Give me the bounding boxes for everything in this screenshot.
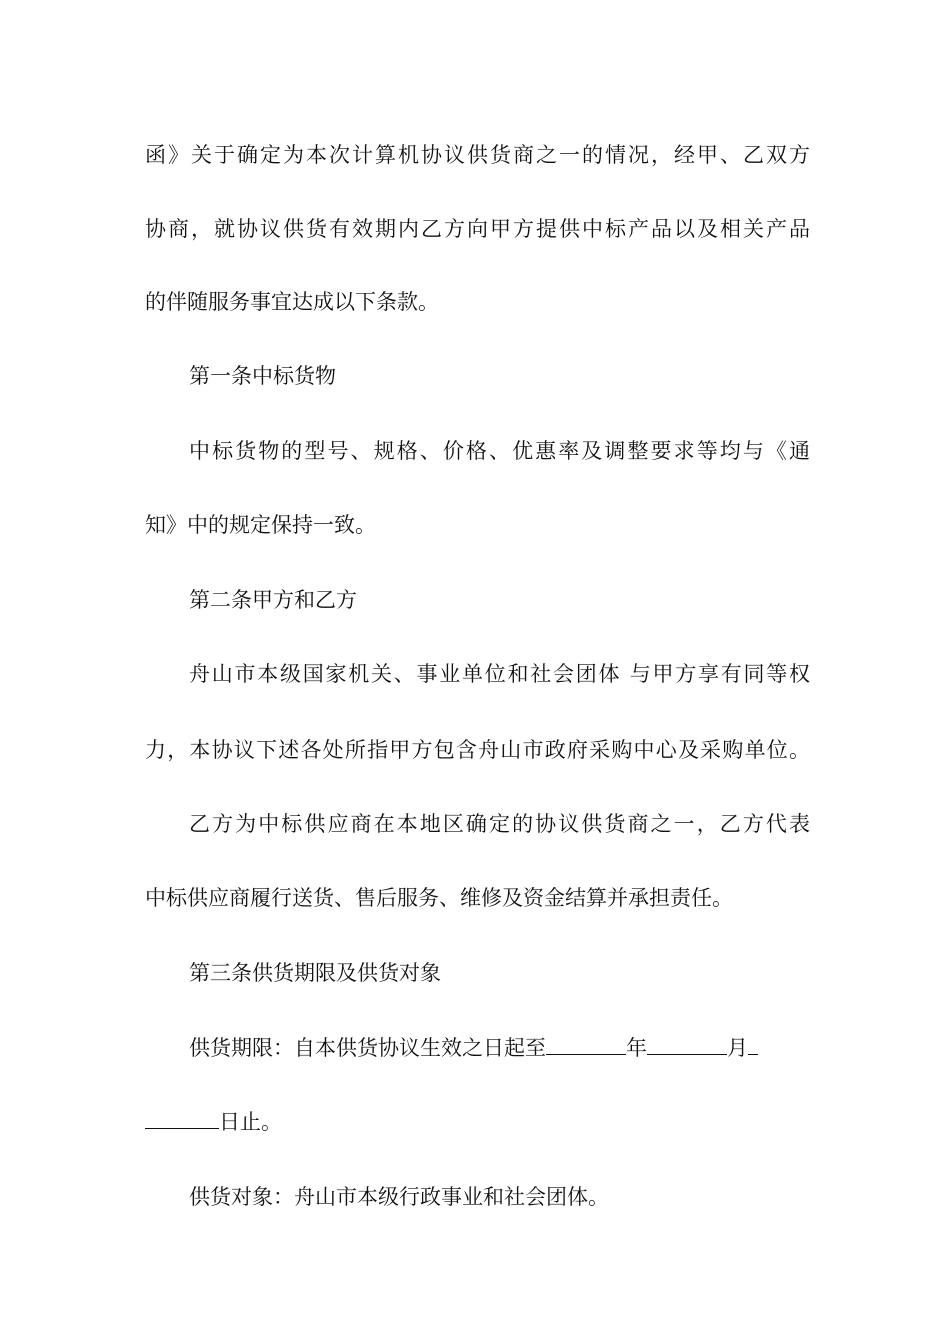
- paragraph-line: 中标供应商履行送货、售后服务、维修及资金结算并承担责任。: [145, 886, 733, 910]
- supply-period-line-2: [145, 1108, 810, 1136]
- year-label: 年: [626, 1036, 647, 1060]
- article-heading: 第二条甲方和乙方: [189, 588, 357, 612]
- paragraph-line: 函》关于确定为本次计算机协议供货商之一的情况，经甲、乙双方: [145, 143, 810, 167]
- year-blank: [546, 1034, 626, 1055]
- supply-period-label: 供货期限：自本供货协议生效之日起至: [189, 1036, 546, 1060]
- supply-period-line: [189, 1034, 810, 1062]
- paragraph-line: 的伴随服务事宜达成以下条款。: [145, 290, 439, 314]
- day-blank: [145, 1108, 219, 1129]
- article-heading: 第三条供货期限及供货对象: [189, 961, 441, 985]
- paragraph-line: 乙方为中标供应商在本地区确定的协议供货商之一，乙方代表: [189, 812, 810, 836]
- article-heading: 第一条中标货物: [189, 364, 336, 388]
- month-blank: [647, 1034, 727, 1055]
- month-label: 月: [727, 1036, 748, 1060]
- day-blank-start: [748, 1034, 758, 1055]
- paragraph-line: 舟山市本级国家机关、事业单位和社会团体 与甲方享有同等权: [189, 662, 810, 686]
- paragraph-line: 知》中的规定保持一致。: [145, 513, 376, 537]
- day-label: 日止。: [219, 1110, 282, 1134]
- paragraph-line: 协商，就协议供货有效期内乙方向甲方提供中标产品以及相关产品: [145, 217, 810, 241]
- paragraph-line: 供货对象：舟山市本级行政事业和社会团体。: [189, 1185, 609, 1209]
- paragraph-line: 力，本协议下述各处所指甲方包含舟山市政府采购中心及采购单位。: [145, 738, 810, 762]
- paragraph-line: 中标货物的型号、规格、价格、优惠率及调整要求等均与《通: [189, 439, 810, 463]
